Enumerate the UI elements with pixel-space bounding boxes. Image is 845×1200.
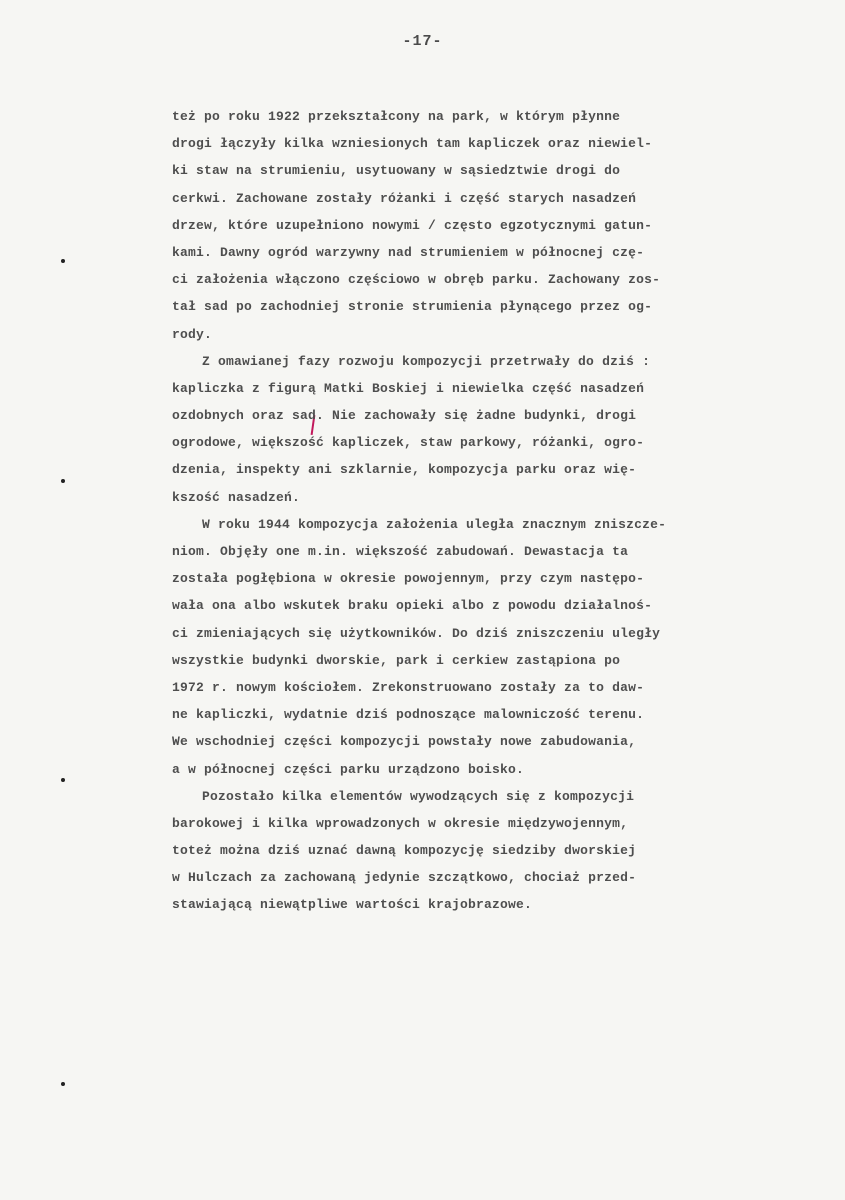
text-line: barokowej i kilka wprowadzonych w okresie międzywojennym, — [172, 815, 629, 831]
text-line: wszystkie budynki dworskie, park i cerkiew zastąpiona po — [172, 652, 621, 668]
text-line: niom. Objęły one m.in. większość zabudowań. Dewastacja ta — [172, 544, 629, 559]
text-line: Pozostało kilka elementów wywodzących się z kompozycji — [202, 788, 635, 804]
text-line: stawiającą niewątpliwe wartości krajobrazowe. — [172, 897, 533, 913]
text-line: ci zmieniających się użytkowników. Do dziś zniszczeniu uległy — [172, 625, 661, 641]
text-line: ci założenia włączono częściowo w obręb parku. Zachowany zos- — [172, 272, 661, 288]
body-text — [172, 103, 822, 919]
text-line: rody. — [172, 326, 213, 342]
text-line: ne kapliczki, wydatnie dziś podnoszące malowniczość terenu. — [172, 707, 645, 723]
text-line: toteż można dziś uznać dawną kompozycję siedziby dworskiej — [172, 843, 637, 859]
page-number: -17- — [402, 33, 443, 50]
text-line: drzew, które uzupełniono nowymi / często egzotycznymi gatun- — [172, 217, 653, 233]
margin-dot — [61, 778, 65, 782]
text-line: W roku 1944 kompozycja założenia uległa znacznym zniszcze- — [202, 516, 667, 532]
text-line: Z omawianej fazy rozwoju kompozycji przetrwały do dziś : — [202, 353, 651, 369]
text-line: kapliczka z figurą Matki Boskiej i niewielka część nasadzeń — [172, 380, 645, 396]
text-line: w Hulczach za zachowaną jedynie szczątkowo, chociaż przed- — [172, 870, 637, 886]
text-line: dzenia, inspekty ani szklarnie, kompozycja parku oraz wię- — [172, 462, 637, 478]
text-line: We wschodniej części kompozycji powstały nowe zabudowania, — [172, 734, 637, 750]
text-line: kszość nasadzeń. — [172, 489, 301, 505]
text-line: też po roku 1922 przekształcony na park, w którym płynne — [172, 109, 621, 124]
margin-dot — [61, 259, 65, 263]
text-line: cerkwi. Zachowane zostały różanki i część starych nasadzeń — [172, 190, 637, 206]
margin-dot — [61, 1082, 65, 1086]
text-line: drogi łączyły kilka wzniesionych tam kapliczek oraz niewiel- — [172, 136, 653, 152]
text-line: ogrodowe, większość kapliczek, staw parkowy, różanki, ogro- — [172, 435, 645, 451]
text-line: została pogłębiona w okresie powojennym, przy czym następo- — [172, 571, 645, 587]
text-line: 1972 r. nowym kościołem. Zrekonstruowano zostały za to daw- — [172, 679, 645, 695]
text-line: ozdobnych oraz sad. Nie zachowały się żadne budynki, drogi — [172, 408, 637, 424]
text-line: wała ona albo wskutek braku opieki albo z powodu działalnoś- — [172, 598, 653, 614]
text-line: ki staw na strumieniu, usytuowany w sąsiedztwie drogi do — [172, 163, 621, 179]
text-line: kami. Dawny ogród warzywny nad strumieniem w północnej czę- — [172, 244, 645, 260]
text-line: tał sad po zachodniej stronie strumienia płynącego przez og- — [172, 299, 653, 315]
text-line: a w północnej części parku urządzono boisko. — [172, 761, 525, 777]
margin-dot — [61, 479, 65, 483]
